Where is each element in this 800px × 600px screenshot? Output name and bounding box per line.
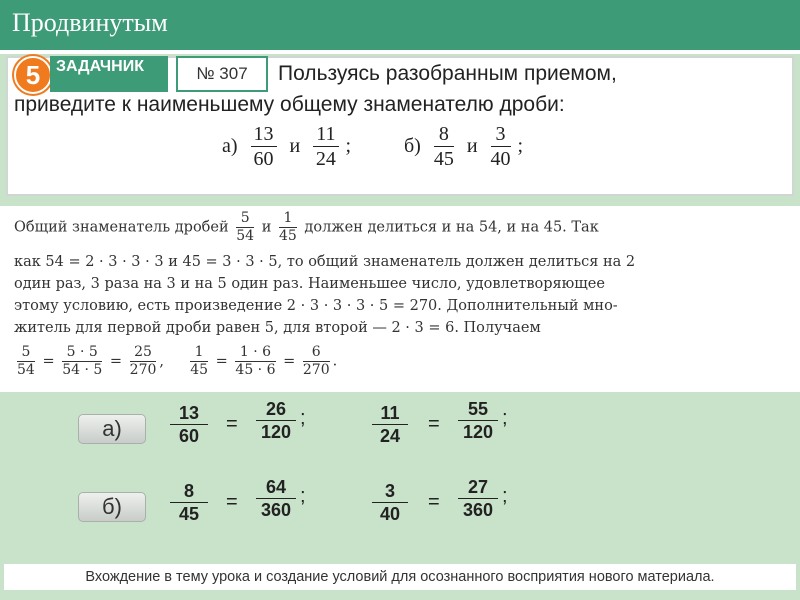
separator: ; xyxy=(345,135,352,157)
task-text-line1: Пользуясь разобранным приемом, xyxy=(278,62,617,85)
answer-a-button[interactable]: а) xyxy=(78,414,146,444)
fraction: 64 360 xyxy=(256,476,296,521)
fraction: 26 120 xyxy=(256,398,296,443)
equals-sign: = xyxy=(226,491,238,513)
equals-sign: = xyxy=(428,413,440,435)
fraction: $\frac{1}{45}$ xyxy=(190,344,209,378)
fraction: $\frac{13}{60}$ xyxy=(251,122,277,171)
conjunction: и xyxy=(289,135,301,157)
footer-caption: Вхождение в тему урока и создание условий для осознанного восприятия нового материала. xyxy=(4,564,796,590)
textbook-line5: житель для первой дроби равен 5, для второй — 2 · 3 = 6. Получаем xyxy=(14,320,541,336)
header-title: Продвинутым xyxy=(12,8,168,37)
textbook-equation: $\frac{5}{54}$ = $\frac{5 \cdot 5}{54 \cdot 5}$ = $\frac{25}{270}$ , $\frac{1}{45}$ = $\frac{1 \cdot 6}{45 \cdot 6}$ = $\frac{6}{270}$ . xyxy=(17,344,338,378)
textbook-line4: этому условию, есть произведение 2 · 3 · 3 · 3 · 5 = 270. Дополнительный мно- xyxy=(14,298,618,314)
fraction: 13 60 xyxy=(170,402,208,447)
fraction: 3 40 xyxy=(372,480,408,525)
header-divider xyxy=(0,50,800,54)
fraction: $\frac{5}{54}$ xyxy=(17,344,35,378)
fraction: $\frac{1}{45}$ xyxy=(278,210,297,244)
answer-b-button[interactable]: б) xyxy=(78,492,146,522)
separator: ; xyxy=(502,407,508,429)
conjunction: и xyxy=(466,135,478,157)
fraction: $\frac{1 \cdot 6}{45 \cdot 6}$ xyxy=(235,344,276,378)
fraction: $\frac{6}{270}$ xyxy=(302,344,330,378)
fraction: 55 120 xyxy=(458,398,498,443)
task-text-line2: приведите к наименьшему общему знаменателю дроби: xyxy=(14,93,565,116)
textbook-line1: Общий знаменатель дробей $\frac{5}{54}$ и $\frac{1}{45}$ должен делиться и на 54, и на 45. Так xyxy=(14,210,599,244)
equals-sign: = xyxy=(428,491,440,513)
textbook-line3: один раз, 3 раза на 3 и на 5 один раз. Наименьшее число, удовлетворяющее xyxy=(14,276,605,292)
separator: ; xyxy=(300,407,306,429)
task-part-b xyxy=(400,122,527,171)
fraction: $\frac{5}{54}$ xyxy=(236,210,255,244)
fraction: $\frac{5 \cdot 5}{54 \cdot 5}$ xyxy=(62,344,103,378)
fraction: $\frac{25}{270}$ xyxy=(129,344,157,378)
separator: ; xyxy=(300,485,306,507)
header-bar xyxy=(0,0,800,50)
task-badge: 5 xyxy=(14,56,52,94)
task-number: № 307 xyxy=(176,56,268,92)
fraction: 27 360 xyxy=(458,476,498,521)
fraction: $\frac{11}{24}$ xyxy=(313,122,338,171)
fraction: $\frac{8}{45}$ xyxy=(433,123,454,170)
part-a-label: а) xyxy=(222,135,238,157)
equals-sign: = xyxy=(226,413,238,435)
task-part-a xyxy=(218,122,355,171)
textbook-line2: как 54 = 2 · 3 · 3 · 3 и 45 = 3 · 3 · 5, то общий знаменатель должен делиться на 2 xyxy=(14,254,636,270)
part-b-label: б) xyxy=(404,135,421,157)
fraction: 8 45 xyxy=(170,480,208,525)
textbook-excerpt xyxy=(0,206,800,392)
task-label: ЗАДАЧНИК xyxy=(50,56,168,92)
separator: ; xyxy=(517,135,524,157)
fraction: 11 24 xyxy=(372,402,408,447)
fraction: $\frac{3}{40}$ xyxy=(490,123,511,170)
separator: ; xyxy=(502,485,508,507)
